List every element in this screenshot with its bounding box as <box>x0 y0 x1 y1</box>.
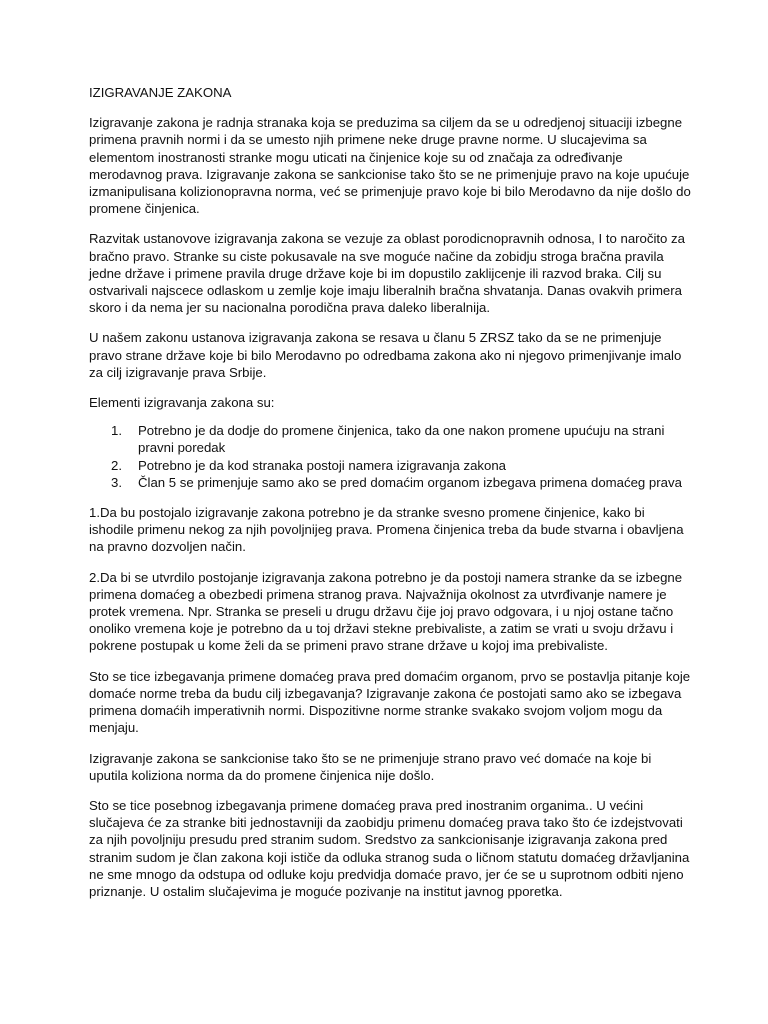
paragraph-foreign-organ: Sto se tice posebnog izbegavanja primene domaćeg prava pred inostranim organima.. U većini slučajeva će za stranke biti jednostavniji da zaobidju primenu domaćeg prava tako što će izdejstvovati za njih povoljniju presudu pred stranim sudom. Sredstvo za sankcionisanje izigravanja zakona pred stranim sudom je član zakona koji ističe da odluka stranog suda o ličnom statutu domaćeg državljanina ne sme mnogo da odstupa od odluke koju predvidja domaće pravo, jer će se u suprotnom odbiti njeno priznanje. U ostalim slučajevima je moguće pozivanje na institut javnog pporetka. <box>89 797 690 899</box>
list-item <box>89 474 691 491</box>
document-title: IZIGRAVANJE ZAKONA <box>89 85 232 100</box>
list-text: Član 5 se primenjuje samo ako se pred domaćim organom izbegava primena domaćeg prava <box>138 474 682 490</box>
list-number: 1. <box>111 423 122 439</box>
paragraph-elements-intro: Elementi izigravanja zakona su: <box>89 395 275 411</box>
paragraph-sanction: Izigravanje zakona se sankcionise tako što se ne primenjuje strano pravo već domaće na koje bi uputila koliziona norma da do promene činjenica nije došlo. <box>89 750 652 783</box>
list-number: 2. <box>111 457 122 473</box>
paragraph-history: Razvitak ustanovove izigravanja zakona se vezuje za oblast porodicnopravnih odnosa, I to naročito za bračno pravo. Stranke su ciste pokusavale na sve moguće načine da zobidju stroga bračna pravila jedne države i primene pravila druge države koje bi im dopustilo zaklijcenje ili razvod braka. Cilj su ostvarivali najscece odlaskom u zemlje koje imaju liberalnih bračna shvatanja. Danas ovakvih primera skoro i da nema jer su nacionalna porodična prava daleko liberalnija. <box>89 231 685 316</box>
list-text: Potrebno je da dodje do promene činjenica, tako da one nakon promene upućuju na strani pravni poredak <box>138 423 665 456</box>
paragraph-domestic-organ: Sto se tice izbegavanja primene domaćeg prava pred domaćim organom, prvo se postavlja pitanje koje domaće norme treba da budu cilj izbegavanja? Izigravanje zakona će postojati samo ako se izbegava primena domaćih imperativnih normi. Dispozitivne norme stranke svakako svojom voljom mogu da menjaju. <box>89 668 691 736</box>
list-number: 3. <box>111 474 122 490</box>
elements-list <box>89 422 691 491</box>
list-item <box>89 422 691 456</box>
paragraph-definition: Izigravanje zakona je radnja stranaka koja se preduzima sa ciljem da se u odredjenoj situaciji izbegne primena pravnih normi i da se umesto njih primene neke druge pravne norme. U slucajevima sa elementom inostranosti stranke mogu uticati na činjenice koje su od značaja za određivanje merodavnog prava. Izigravanje zakona se sankcionise tako što se ne primenjuje pravo na koje upućuje izmanipulisana kolizionopravna norma, već se primenjuje pravo koje bi bilo Merodavno da nije došlo do promene činjenica. <box>89 115 691 217</box>
document-page <box>89 84 691 913</box>
list-item <box>89 457 691 474</box>
list-text: Potrebno je da kod stranaka postoji namera izigravanja zakona <box>138 457 507 473</box>
paragraph-element-one: 1.Da bu postojalo izigravanje zakona potrebno je da stranke svesno promene činjenice, kako bi ishodile primenu nekog za njih povoljnijeg prava. Promena činjenica treba da bude stvarna i obavljena na pravno dozvoljen način. <box>89 505 684 555</box>
paragraph-element-two: 2.Da bi se utvrdilo postojanje izigravanja zakona potrebno je da postoji namera stranke da se izbegne primena domaćeg a obezbedi primena stranog prava. Najvažnija okolnost za utvrđivanje namere je protek vremena. Npr. Stranka se preseli u drugu državu čije joj pravo odgovara, i u njoj ostane tačno onoliko vremena koje je potrebno da u toj državi stekne prebivaliste, a zatim se vrati u svoju državu i pokrene postupak u kome želi da se primeni pravo strane države u kojoj ima prebivaliste. <box>89 569 683 654</box>
paragraph-domestic-law: U našem zakonu ustanova izigravanja zakona se resava u članu 5 ZRSZ tako da se ne primenjuje pravo strane države koje bi bilo Merodavno po odredbama zakona ako ni njegovo primenjivanje imalo za cilj izigravanje prava Srbije. <box>89 330 682 380</box>
